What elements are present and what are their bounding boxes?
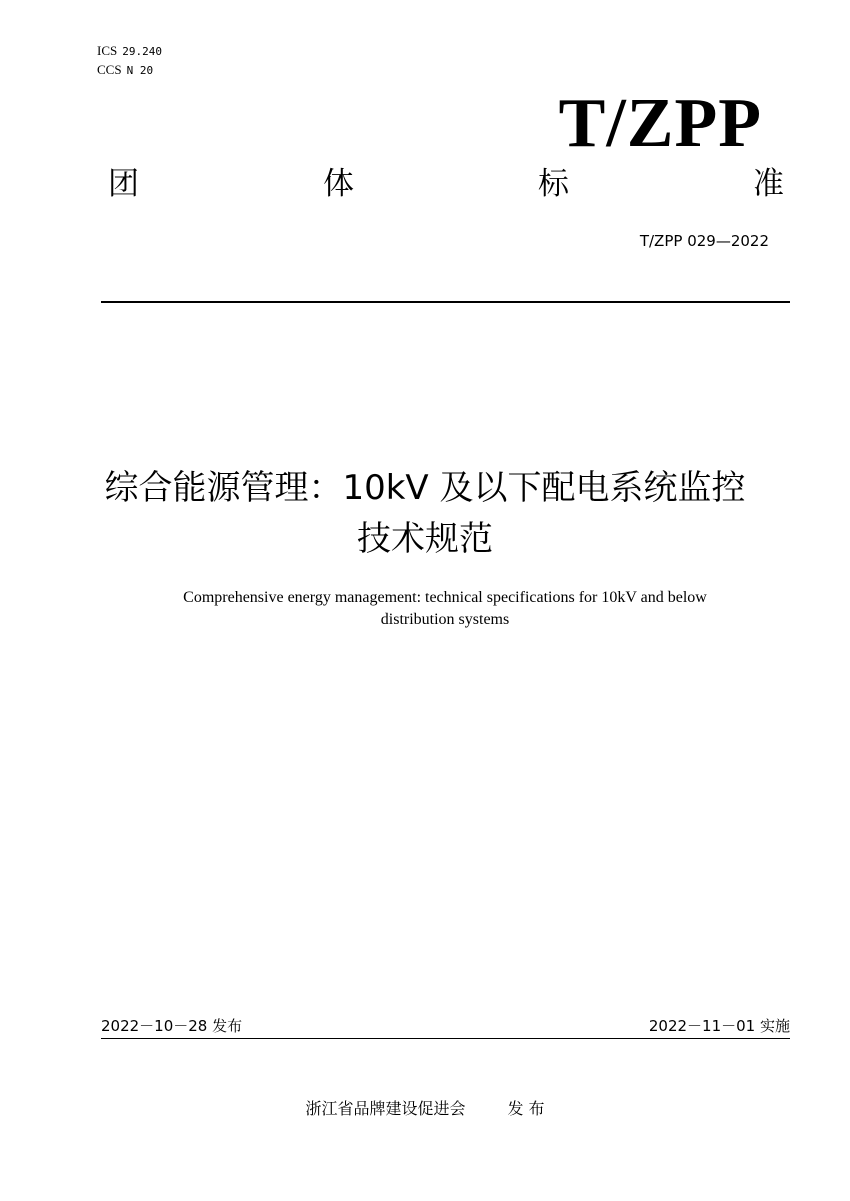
top-divider — [101, 301, 790, 303]
english-title — [100, 587, 790, 631]
ics-line — [97, 42, 162, 61]
classification-codes — [97, 42, 162, 80]
ccs-line — [97, 61, 162, 80]
issuer-org: 浙江省品牌建设促进会 — [305, 1099, 466, 1118]
ics-code: 29.240 — [122, 45, 162, 58]
chinese-title-line: 综合能源管理：10kV 及以下配电系统监控 — [104, 468, 746, 508]
standard-number: T/ZPP 029—2022 — [639, 232, 769, 250]
chinese-title — [60, 463, 790, 565]
standard-logo: T/ZPP — [558, 85, 762, 162]
issuer-action: 发 布 — [507, 1099, 545, 1118]
english-title-line: distribution systems — [380, 611, 510, 628]
ccs-code: N 20 — [126, 64, 154, 77]
chinese-title-line: 技术规范 — [357, 519, 493, 559]
standard-type-char: 准 — [753, 166, 784, 202]
english-title-line: Comprehensive energy management: technical specifications for 10kV and below — [183, 589, 707, 606]
issuer — [0, 1098, 850, 1120]
standard-type — [108, 162, 784, 206]
bottom-divider — [101, 1038, 790, 1039]
standard-type-char: 团 — [108, 166, 139, 202]
ccs-label: CCS — [97, 62, 122, 77]
ics-label: ICS — [97, 43, 118, 58]
standard-type-char: 标 — [538, 166, 569, 202]
standard-type-char: 体 — [323, 166, 354, 202]
implement-date: 2022－11－01 实施 — [648, 1017, 790, 1035]
publish-date: 2022－10－28 发布 — [101, 1017, 243, 1035]
